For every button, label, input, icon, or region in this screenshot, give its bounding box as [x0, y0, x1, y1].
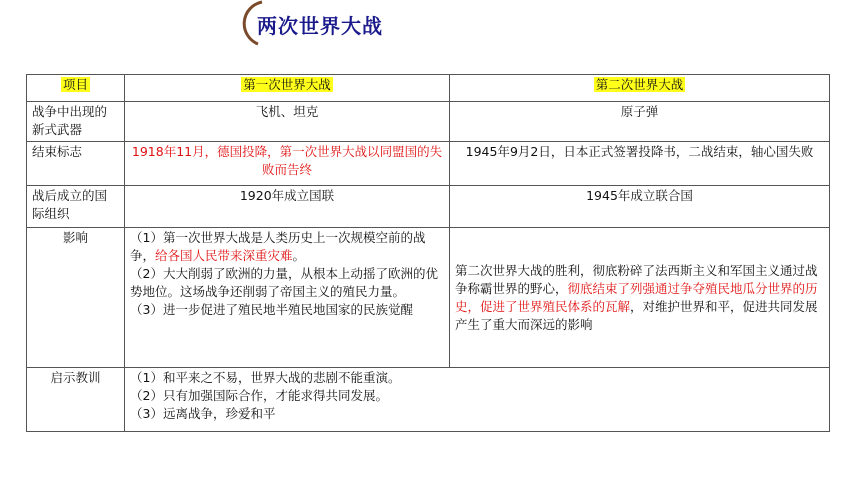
ww2-cell: 1945年成立联合国 — [450, 186, 830, 228]
lesson-item: （3）远离战争，珍爱和平 — [130, 406, 276, 421]
ww2-cell: 第二次世界大战的胜利，彻底粉碎了法西斯主义和军国主义通过战争称霸世界的野心，彻底结束了列强通过争夺殖民地瓜分世界的历史，促进了世界殖民体系的瓦解，对维护世界和平，促进共同发展产生了重大而深远的影响 — [450, 228, 830, 368]
impact-point-2: （2）大大削弱了欧洲的力量，从根本上动摇了欧洲的优势地位。这场战争还削弱了帝国主义的殖民力量。 — [130, 266, 438, 299]
table-row — [27, 102, 830, 142]
table-header-row — [27, 75, 830, 102]
row-label: 战争中出现的新式武器 — [27, 102, 125, 142]
ww2-cell: 原子弹 — [450, 102, 830, 142]
row-label: 战后成立的国际组织 — [27, 186, 125, 228]
table-row — [27, 186, 830, 228]
ww1-cell: 飞机、坦克 — [125, 102, 450, 142]
lesson-item: （1）和平来之不易，世界大战的悲剧不能重演。 — [130, 370, 401, 385]
header-ww2: 第二次世界大战 — [450, 75, 830, 102]
impact-point-1: （1）第一次世界大战是人类历史上一次规模空前的战争，给各国人民带来深重灾难。 — [130, 230, 426, 263]
lesson-item: （2）只有加强国际合作，才能求得共同发展。 — [130, 388, 388, 403]
ww1-cell — [125, 228, 450, 368]
ww1-cell: 1920年成立国联 — [125, 186, 450, 228]
header-item: 项目 — [27, 75, 125, 102]
ww2-cell: 1945年9月2日，日本正式签署投降书，二战结束，轴心国失败 — [450, 142, 830, 186]
table-row — [27, 368, 830, 432]
comparison-table — [26, 74, 830, 432]
ww1-cell: 1918年11月，德国投降，第一次世界大战以同盟国的失败而告终 — [125, 142, 450, 186]
table-row — [27, 142, 830, 186]
row-label: 启示教训 — [27, 368, 125, 432]
lessons-cell — [125, 368, 830, 432]
impact-point-3: （3）进一步促进了殖民地半殖民地国家的民族觉醒 — [130, 302, 413, 317]
row-label: 影响 — [27, 228, 125, 368]
table-row — [27, 228, 830, 368]
page-title: 两次世界大战 — [257, 14, 383, 38]
row-label: 结束标志 — [27, 142, 125, 186]
header-ww1: 第一次世界大战 — [125, 75, 450, 102]
